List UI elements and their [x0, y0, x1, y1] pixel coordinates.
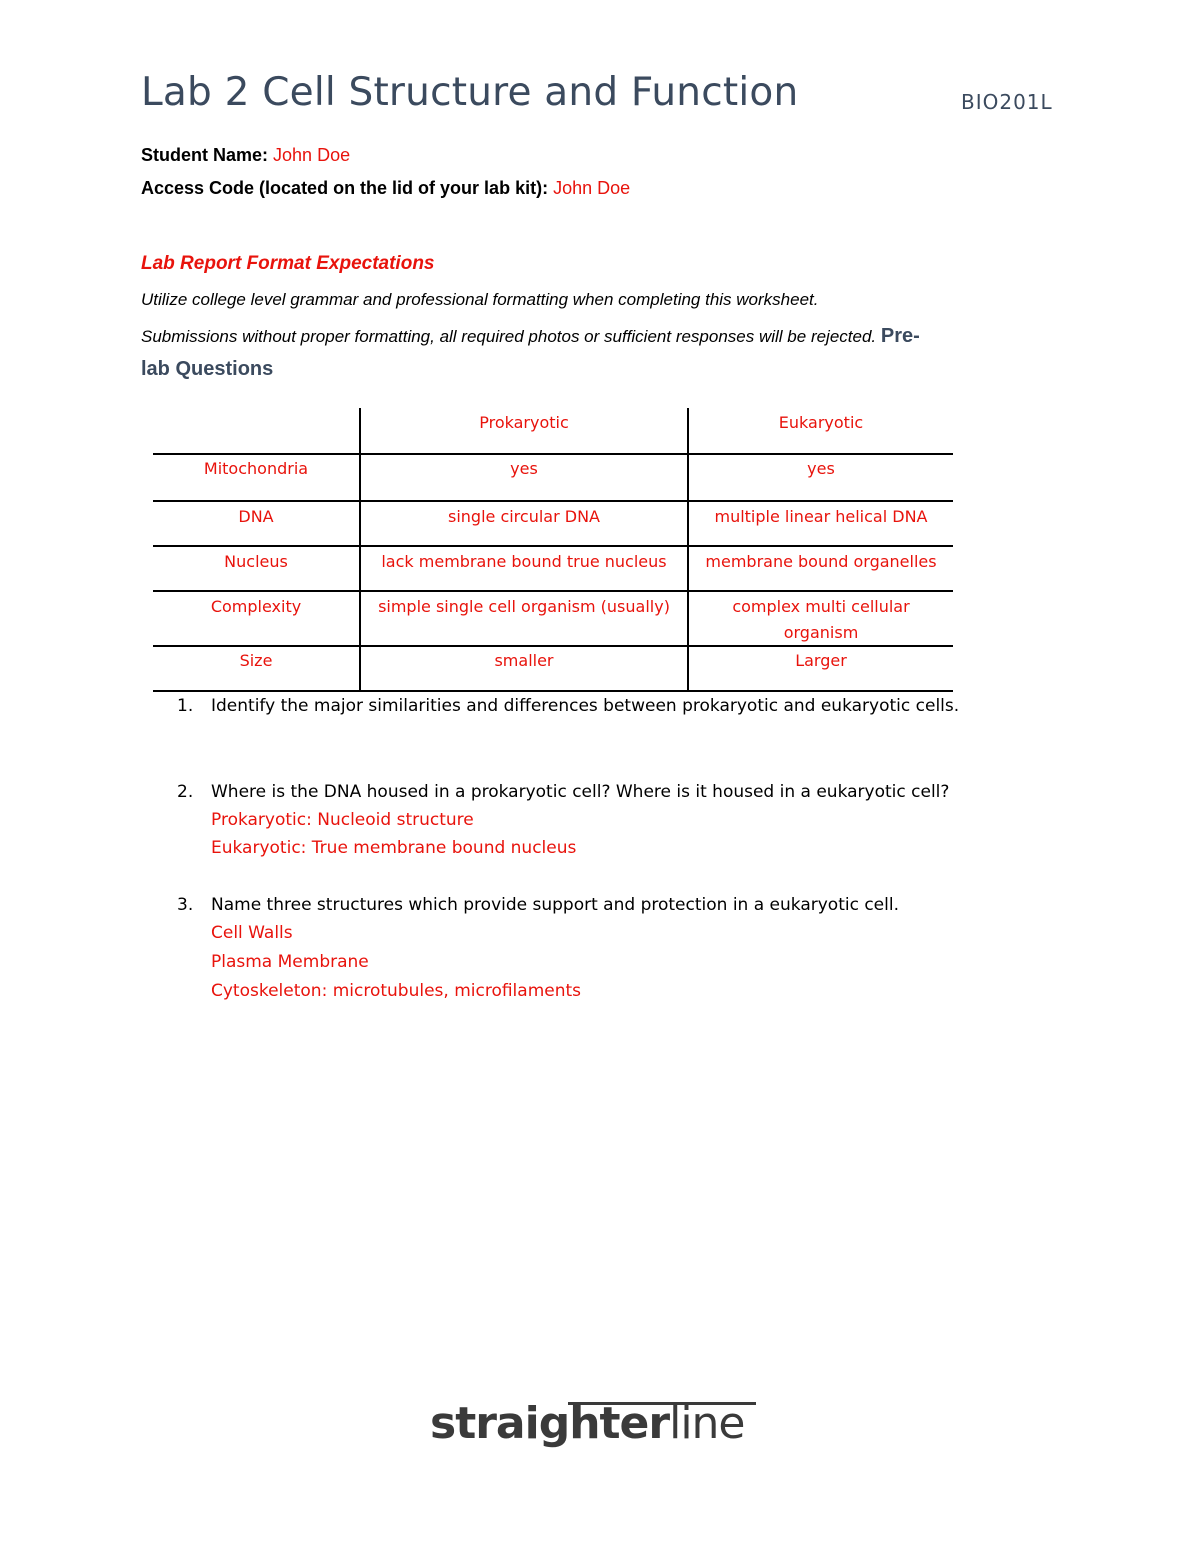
student-name-value: John Doe	[273, 145, 351, 165]
comparison-table	[153, 408, 953, 692]
row-label-mitochondria: Mitochondria	[203, 459, 309, 478]
table-cell: membrane bound organelles	[705, 552, 937, 571]
row-label-complexity: Complexity	[210, 597, 302, 616]
table-cell: single circular DNA	[447, 507, 600, 526]
header-prokaryotic: Prokaryotic	[479, 413, 569, 432]
logo-text-light: line	[669, 1398, 745, 1449]
question-3	[141, 895, 899, 915]
expectations-line-2-container	[141, 325, 920, 348]
table-cell: yes	[510, 459, 538, 478]
table-cell: simple single cell organism (usually)	[378, 597, 670, 616]
table-cell: smaller	[494, 651, 554, 670]
access-code-field	[141, 178, 630, 199]
question-number: 1.	[177, 696, 194, 716]
question-number: 3.	[177, 895, 194, 915]
table-cell: complex multi cellular organism	[732, 597, 910, 642]
table-cell: Larger	[795, 651, 847, 670]
question-1	[141, 696, 959, 716]
table-cell: lack membrane bound true nucleus	[381, 552, 667, 571]
table-rule	[153, 590, 953, 592]
student-name-field	[141, 145, 350, 166]
prelab-heading-part1: Pre-	[880, 325, 920, 347]
table-cell: yes	[807, 459, 835, 478]
header-eukaryotic: Eukaryotic	[778, 413, 864, 432]
row-label-nucleus: Nucleus	[224, 552, 288, 571]
answer-line: Prokaryotic: Nucleoid structure	[211, 810, 474, 830]
course-code: BIO201L	[961, 90, 1053, 114]
page-title: Lab 2 Cell Structure and Function	[141, 70, 799, 115]
question-2	[141, 782, 949, 802]
access-code-value: John Doe	[553, 178, 631, 198]
answer-line: Cytoskeleton: microtubules, microfilaments	[211, 981, 582, 1001]
straighterline-logo	[430, 1398, 760, 1458]
prelab-heading-part2: lab Questions	[141, 358, 274, 380]
question-text: Where is the DNA housed in a prokaryotic cell? Where is it housed in a eukaryotic cell?	[211, 782, 950, 802]
question-number: 2.	[177, 782, 194, 802]
answer-line: Plasma Membrane	[211, 952, 369, 972]
expectations-line-2: Submissions without proper formatting, all required photos or sufficient responses will be rejected.	[141, 327, 877, 346]
logo-text-bold: straighter	[430, 1398, 670, 1449]
answer-line: Cell Walls	[211, 923, 293, 943]
table-rule	[153, 500, 953, 502]
expectations-line-1: Utilize college level grammar and professional formatting when completing this worksheet.	[141, 290, 819, 309]
logo-text	[430, 1398, 745, 1449]
question-text: Identify the major similarities and differences between prokaryotic and eukaryotic cells.	[211, 696, 960, 716]
question-text: Name three structures which provide support and protection in a eukaryotic cell.	[211, 895, 899, 915]
access-code-label: Access Code (located on the lid of your lab kit):	[141, 178, 549, 198]
table-rule	[153, 545, 953, 547]
row-label-size: Size	[239, 651, 273, 670]
format-expectations-heading: Lab Report Format Expectations	[141, 253, 435, 274]
row-label-dna: DNA	[238, 507, 274, 526]
table-cell: multiple linear helical DNA	[714, 507, 928, 526]
student-name-label: Student Name:	[141, 145, 269, 165]
table-rule	[153, 690, 953, 692]
table-rule	[153, 453, 953, 455]
answer-line: Eukaryotic: True membrane bound nucleus	[211, 838, 577, 858]
